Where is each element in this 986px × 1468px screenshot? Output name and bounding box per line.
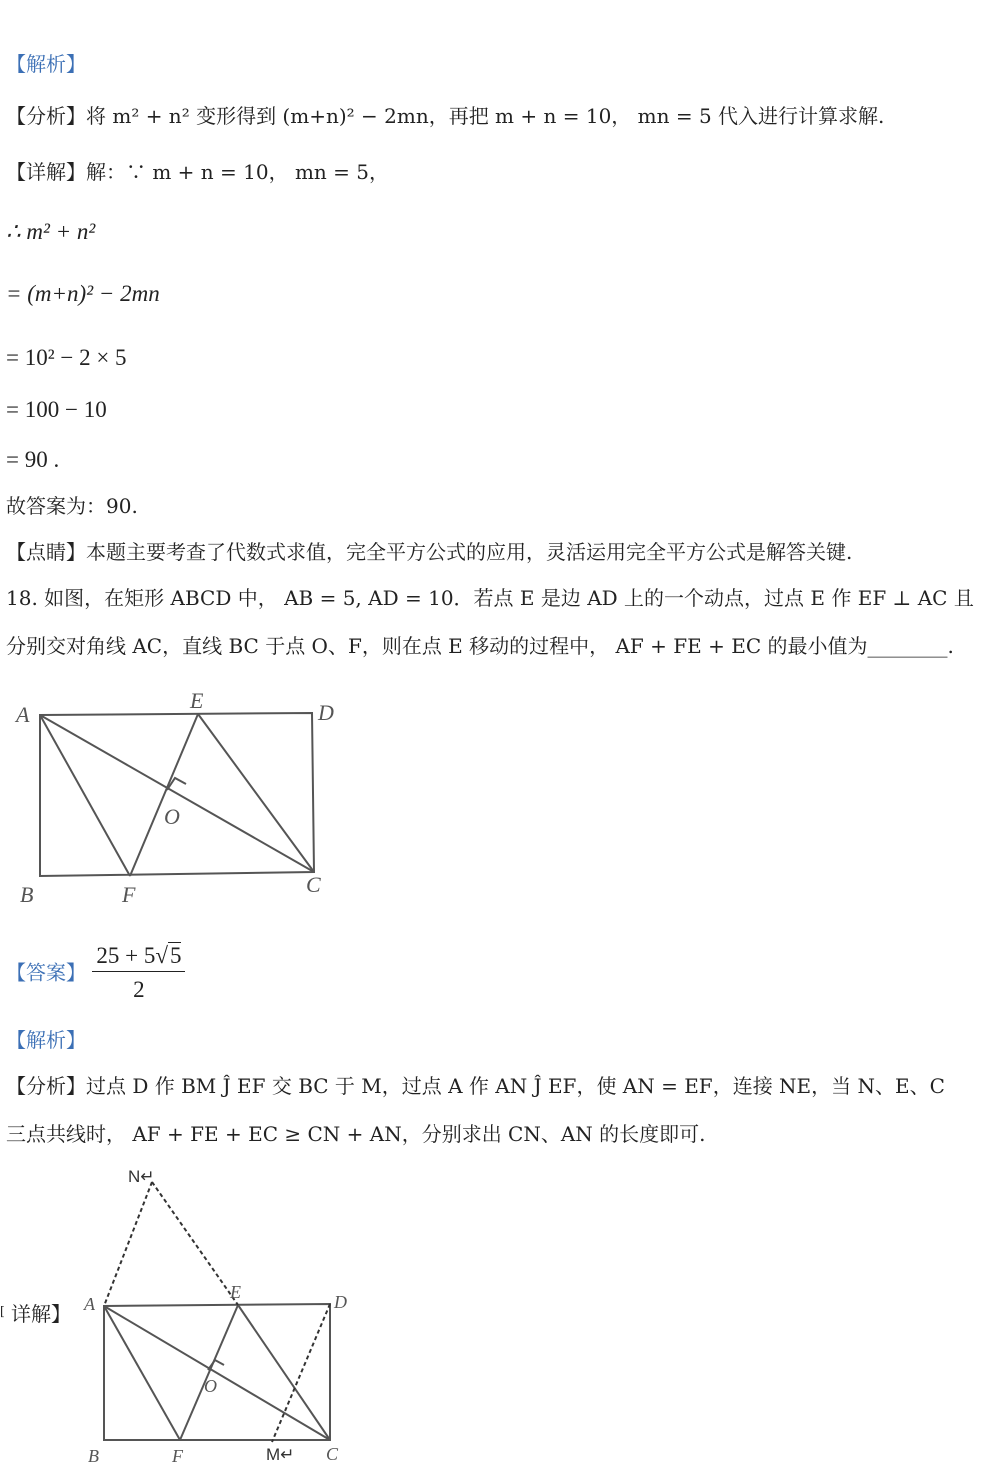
solution-label-2: 详解】 [11,1302,72,1326]
analysis-label-2: 【分析】 [6,1074,86,1098]
figure2-lines [104,1304,330,1440]
dashed-dm [272,1304,330,1442]
question-18-line-1: 18. 如图，在矩形 ABCD 中， AB = 5, AD = 10．若点 E 是边 AD 上的一个动点，过点 E 作 EF ⊥ AC 且 [6,586,974,610]
answer-18 [6,944,185,1001]
fraction-denominator: 2 [133,977,145,1002]
step-2: = (m+n)² − 2mn [6,281,160,306]
remark-text: 本题主要考查了代数式求值，完全平方公式的应用，灵活运用完全平方公式是解答关键. [86,540,853,564]
sqrt-icon: √ [155,943,168,968]
analysis-text-2a: 过点 D 作 BM Ĵ EF 交 BC 于 M，过点 A 作 AN Ĵ EF，使 AN = EF，连接 NE，当 N、E、C [86,1074,945,1098]
label-f-2: F [172,1446,183,1466]
answer-text: 故答案为：90. [6,494,138,518]
label-o-2: O [204,1376,217,1396]
diagonal-ac [40,715,314,872]
analysis-label: 【分析】 [6,104,86,128]
step-3: = 10² − 2 × 5 [6,345,127,370]
solution-text: 解：∵ m + n = 10， mn = 5， [86,160,389,184]
construction-figure [80,1160,360,1468]
label-c: C [306,872,321,897]
figure-lines [40,713,314,876]
jiexi-heading-2: 【解析】 [6,1028,86,1052]
step-4: = 100 − 10 [6,397,107,422]
label-d-2: D [334,1292,347,1312]
numerator-radicand: 5 [169,943,182,968]
numerator-plain: 25 + 5 [96,943,156,968]
answer-label: 【答案】 [6,960,86,985]
label-e: E [190,690,204,713]
label-m: M↵ [266,1445,295,1464]
answer-fraction [92,944,185,1001]
solution-paragraph [6,162,389,182]
segment-af-2 [104,1306,180,1440]
analysis-text-2b: 三点共线时， AF + FE + EC ≥ CN + AN，分别求出 CN、AN 的长度即可. [6,1122,706,1146]
label-b-2: B [88,1446,99,1466]
fraction-numerator [92,944,185,972]
segment-ec-2 [238,1305,330,1440]
rectangle-figure [10,690,370,920]
dashed-ne [152,1182,238,1305]
label-b: B [20,882,34,907]
question-18-line-2: 分别交对角线 AC，直线 BC 于点 O、F，则在点 E 移动的过程中， AF + FE + EC 的最小值为________. [6,634,954,658]
analysis-text: 将 m² + n² 变形得到 (m+n)² − 2mn，再把 m + n = 10， mn = 5 代入进行计算求解. [86,104,885,128]
label-e-2: E [230,1282,241,1302]
dashed-an [104,1182,152,1306]
label-f: F [122,882,136,907]
label-n: N↵ [128,1167,155,1186]
analysis-paragraph-2 [6,1076,945,1096]
segment-ec [198,714,314,872]
step-1: ∴ m² + n² [6,219,96,244]
remark-label: 【点睛】 [6,540,86,564]
segment-af [40,715,130,876]
jiexi-heading: 【解析】 [6,52,86,76]
label-a: A [16,702,30,727]
label-c-2: C [326,1444,339,1464]
label-d: D [318,700,334,725]
label-o: O [164,804,180,829]
label-a-2: A [84,1294,95,1314]
remark-paragraph [6,542,852,562]
solution-bracket: [ [0,1304,5,1318]
segment-ef [130,714,198,876]
step-5: = 90 . [6,447,60,472]
segment-ef-2 [180,1305,238,1440]
solution-label: 【详解】 [6,160,86,184]
solution-heading-2 [0,1304,71,1324]
dashed-lines [104,1182,330,1442]
diagonal-ac-2 [104,1306,330,1440]
analysis-paragraph [6,106,884,126]
